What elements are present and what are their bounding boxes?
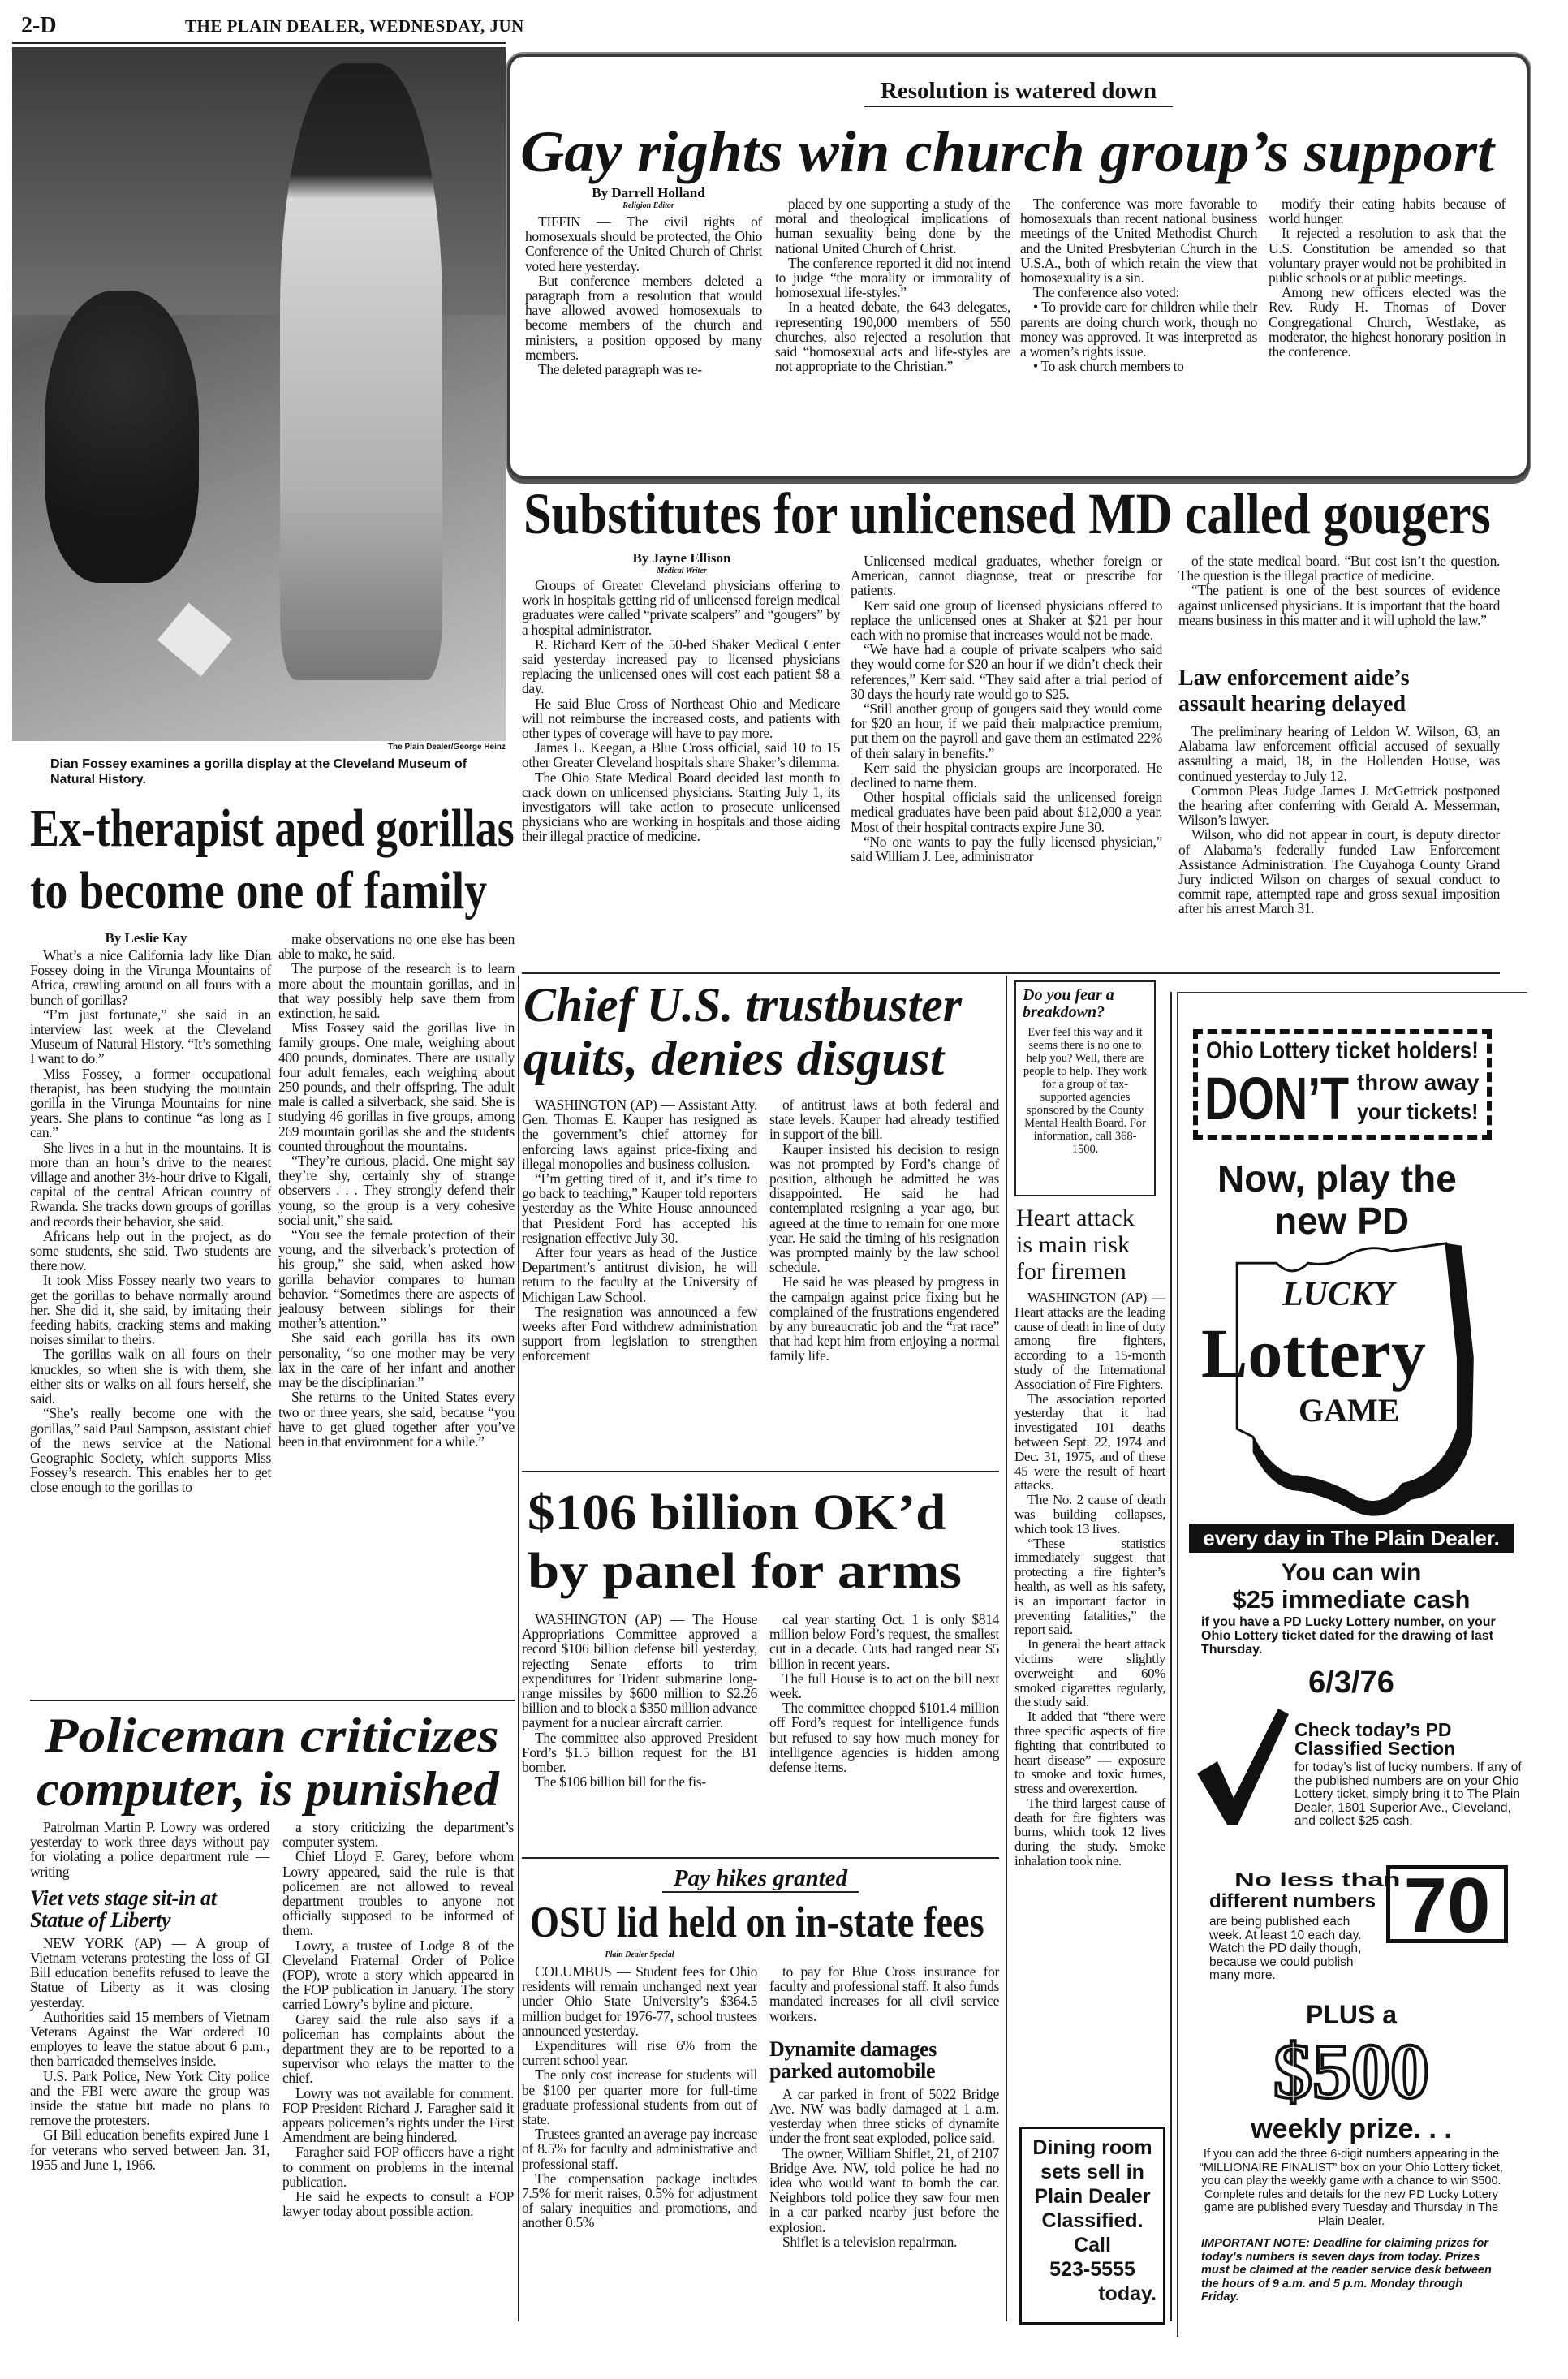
headline — [520, 119, 1494, 183]
headline-text: $106 billion OK’d — [528, 1485, 946, 1541]
paragraph: “We have had a couple of private scalpers who said they would come for $20 an hour if we didn’t check their references,” Kerr said. “They said after a trial period of 30 days the hourly rate would go to $25. — [851, 641, 1162, 702]
paragraph: “I’m getting tired of it, and it’s time to go back to teaching,” Kauper told reporters yesterday as the White House announced that President Ford has accepted his resignation effective July 30. — [522, 1170, 757, 1246]
viet-vets-body — [30, 1936, 269, 2172]
paragraph: Wilson, who did not appear in court, is deputy director of Alabama’s federally funded Law Enforcement Assistance Administration. The Cuyahoga County Grand Jury indicted Wilson on charges of sexual conduct to commit rape, attempted rape and gross sexual imposition after his arrest March 31. — [1178, 826, 1500, 917]
column-1 — [525, 214, 762, 377]
trustbuster-column-1 — [522, 1097, 757, 1364]
dont-text: DON’T — [1204, 1065, 1350, 1132]
paragraph: Faragher said FOP officers have a right to comment on problems in the internal publication. — [282, 2144, 514, 2190]
paragraph: Kerr said the physician groups are incorporated. He declined to name them. — [851, 759, 1162, 791]
divider — [522, 972, 1500, 974]
paragraph: to pay for Blue Cross insurance for faculty and professional staff. It also funds mandated increases for all civil service workers. — [769, 1963, 999, 2024]
column-4 — [1269, 196, 1506, 359]
osu-column-2 — [769, 1964, 999, 2249]
paragraph: Miss Fossey said the gorillas live in family groups. One male, weighing about 400 pounds, dominates. There are usually four adult females, each weighing about 250 pounds, and their offspring. The adult male is called a silverback, she said. She is studying 46 gorillas in five groups, among 269 mountain gorillas she and the students counted throughout the mountains. — [278, 1019, 515, 1154]
law-enforcement-body — [1178, 724, 1500, 916]
ad-line: Call — [1074, 2234, 1111, 2256]
paragraph: “Still another group of gougers said they would come for $20 an hour, if we paid their malpractice premium, put them on the payroll and gave them an estimated 22% of their salary in benefits.” — [851, 700, 1162, 761]
gay-rights-article — [507, 54, 1530, 479]
important-note — [1201, 2237, 1493, 2304]
gorilla-photo — [12, 47, 506, 741]
divider — [522, 1857, 999, 1859]
paragraph: GI Bill education benefits expired June 1 for veterans who served between Jan. 31, 1955 and June 1, 1966. — [30, 2127, 269, 2173]
woman-figure — [280, 63, 442, 680]
weekly-line: weekly prize. . . — [1251, 2114, 1452, 2144]
dont-wrap — [1204, 1067, 1349, 1131]
paragraph: Africans help out in the project, as do some students, she said. Two students are there now. — [30, 1227, 271, 1274]
policeman-headline-1 — [45, 1709, 499, 1761]
paragraph: WASHINGTON (AP) — Assistant Atty. Gen. Thomas E. Kauper has resigned as the government’s chief attorney for enforcing laws against price-fixing and illegal monopolies and business collusion. — [522, 1097, 757, 1172]
paragraph: Lowry, a trustee of Lodge 8 of the Cleveland Fraternal Order of Police (FOP), wrote a story which appeared in the FOP publication in January. The story carried Lowry’s byline and picture. — [282, 1937, 514, 2013]
paragraph: Kerr said one group of licensed physicians offered to replace the unlicensed ones at Shaker at $21 per hour each with no promise that increases would not be made. — [851, 597, 1162, 644]
ad-line: Classified. — [1041, 2209, 1144, 2232]
headline-text: Policeman criticizes — [45, 1709, 499, 1762]
byline — [567, 187, 730, 213]
ad-line: Dining room — [1032, 2136, 1152, 2159]
column-rule — [1006, 976, 1007, 2321]
policeman-headline-2 — [37, 1763, 499, 1815]
paragraph: NEW YORK (AP) — A group of Vietnam veterans protesting the loss of GI Bill education benefits refused to leave the Statue of Liberty as it was closing yesterday. — [30, 1934, 269, 2011]
paragraph: Lowry was not available for comment. FOP President Richard J. Faragher said it appears policemen’s rights under the First Amendment are being hindered. — [282, 2084, 514, 2146]
paragraph: He said he was pleased by progress in the campaign against price fixing but he complained of the frustrations engendered by any bureaucratic job and the “rat race” that had kept him from enjoying a normal family life. — [769, 1274, 999, 1364]
paragraph: Miss Fossey, a former occupational therapist, has been studying the mountain gorilla in the Virunga Mountains for nine years. She plans to continue “as long as I can.” — [30, 1065, 271, 1141]
gorillas-column-2 — [278, 932, 515, 1449]
paragraph: It added that “there were three specific aspects of fire fighting that contributed to heart disease” — exposure to smoke and toxic fumes, stress and overexertion. — [1014, 1709, 1165, 1797]
display-card — [157, 603, 232, 677]
paragraph: A car parked in front of 5022 Bridge Ave. NW was badly damaged at 1 a.m. yesterday when three sticks of dynamite under the front seat exploded, police said. — [769, 2085, 999, 2147]
paragraph: “I’m just fortunate,” she said in an interview last week at the Cleveland Museum of Natural History. “It’s something I want to do.” — [30, 1006, 271, 1067]
paragraph: modify their eating habits because of world hunger. — [1269, 196, 1506, 227]
kicker — [510, 78, 1527, 105]
paragraph: The $106 billion bill for the fis- — [535, 1773, 706, 1791]
paragraph: The third largest cause of death for fire fighters was burns, which took 12 lives during the study. Smoke inhalation took nine. — [1014, 1795, 1165, 1869]
banner-line: your tickets! — [1357, 1099, 1479, 1124]
banner-line: throw away — [1357, 1070, 1480, 1095]
no-less-line: different numbers — [1209, 1890, 1376, 1912]
paragraph: Kauper insisted his decision to resign was not prompted by Ford’s change of position, although he admitted he was disappointed. He said he had contemplated resigning a year ago, but agreed at the time to remain for one more year. He said the timing of his resignation was prompted mainly by the law school schedule. — [769, 1140, 999, 1276]
paragraph: Chief Lloyd F. Garey, before whom Lowry appeared, said the rule is that policemen are not allowed to reveal department troubles to anyone not officially supposed to be informed of them. — [282, 1848, 514, 1939]
osu-column-1 — [522, 1964, 757, 2230]
logo-lucky: LUCKY — [1282, 1276, 1394, 1313]
now-play-line: Now, play the — [1217, 1157, 1457, 1200]
paragraph: The conference was more favorable to homosexuals than recent national business meetings of the United Methodist Church and the United Presbyterian Church in the U.S.A., both of which retain the view that homosexuality is a sin. — [1020, 196, 1257, 287]
paragraph: “You see the female protection of their young, and the silverback’s protection of his group,” she said, when asked how gorilla behavior compares to human behavior. “Sometimes there are aspects of jealousy between siblings for their mother’s attention.” — [278, 1226, 515, 1332]
paragraph: U.S. Park Police, New York City police and the FBI were aware the group was inside the statue but made no plans to remove the protesters. — [30, 2067, 269, 2129]
headline-text: by panel for arms — [528, 1544, 963, 1599]
law-enforcement-headline: Law enforcement aide’s assault hearing delayed — [1178, 666, 1410, 717]
policeman-lead — [30, 1820, 269, 1879]
banner-line-wrap — [1357, 1070, 1479, 1096]
dining-room-ad — [1019, 2127, 1165, 2325]
draw-date: 6/3/76 — [1308, 1666, 1394, 1700]
column-rule — [518, 976, 519, 2321]
osu-kicker — [522, 1865, 999, 1892]
heart-attack-headline — [1016, 1205, 1166, 1285]
page-number: 2-D — [21, 13, 57, 38]
substitutes-column-3 — [1178, 554, 1500, 627]
gorillas-headline-2 — [30, 862, 487, 920]
paragraph: TIFFIN — The civil rights of homosexuals should be protected, the Ohio Conference of the United Church of Christ voted here yesterday. — [525, 213, 762, 274]
defense-headline-1 — [528, 1485, 946, 1541]
paragraph: COLUMBUS — Student fees for Ohio residents will remain unchanged next year under Ohio State University’s $364.5 million budget for 1976-77, school trustees announced yesterday. — [522, 1963, 757, 2039]
headline-text: to become one of family — [30, 861, 488, 920]
dont-throw-box — [1193, 1029, 1492, 1140]
headline-text: Chief U.S. trustbuster — [523, 978, 963, 1032]
paragraph: The committee also approved President Ford’s $1.5 billion request for the B1 bomber. — [522, 1729, 757, 1776]
gorillas-byline: By Leslie Kay — [105, 930, 187, 946]
paragraph: “She’s really become one with the gorillas,” said Paul Sampson, assistant chief of the news service at the National Geographic Society, which supports Miss Fossey’s research. This enables her to get close enough to the gorillas to — [30, 1405, 271, 1496]
osu-credit: Plain Dealer Special — [605, 1950, 674, 1959]
headline-line: for firemen — [1016, 1258, 1126, 1285]
logo-lottery: Lottery — [1201, 1314, 1426, 1392]
checkmark-icon — [1193, 1705, 1290, 1826]
defense-column-1 — [522, 1612, 757, 1789]
paragraph: WASHINGTON (AP) — The House Appropriations Committee approved a record $106 billion defense bill yesterday, rejecting Senate efforts to trim expenditures for Trident submarine long-range missiles by $600 million to $2.26 billion and to block a $350 million advance payment for a nuclear aircraft carrier. — [522, 1611, 757, 1731]
gorillas-column-1 — [30, 948, 271, 1495]
paragraph: • To provide care for children while their parents are doing church work, though no money was approved. It was interpreted as a women’s rights issue. — [1020, 299, 1257, 360]
breakdown-text: Ever feel this way and it seems there is no one to help you? Well, there are people to help. They work for a group of tax-supported agencies sponsored by the County Mental Health Board. For information, call 368-1500. — [1023, 1026, 1148, 1156]
paragraph: Groups of Greater Cleveland physicians offering to work in hospitals getting rid of unlicensed foreign medical graduates were called “private scalpers” and “gougers” by a hospital administrator. — [522, 577, 840, 638]
no-less-line: No less than — [1234, 1869, 1401, 1891]
trustbuster-headline-2 — [523, 1032, 944, 1084]
headline-text: OSU lid held on in-state fees — [530, 1898, 984, 1946]
plus-line: PLUS a — [1305, 2000, 1398, 2029]
dynamite-headline: Dynamite damages parked automobile — [769, 2036, 937, 2083]
kicker-text: Pay hikes granted — [662, 1865, 859, 1893]
paragraph: He said he expects to consult a FOP lawyer today about possible action. — [282, 2188, 514, 2220]
headline-text: Gay rights win church group’s support — [520, 119, 1494, 184]
paragraph: The deleted paragraph was re- — [538, 361, 702, 378]
note-text: Deadline for claiming prizes for today’s numbers is seven days from today. Prizes must be claimed at the reader service desk between the hours of 9 a.m. and 5 p.m. Monday through Friday. — [1201, 2237, 1492, 2304]
paragraph: The purpose of the research is to learn more about the mountain gorillas, and in that way possibly help save them from extinction, he said. — [278, 960, 515, 1022]
paragraph: “These statistics immediately suggest that protecting a fire fighter’s health, as well as his safety, is an important factor in preventing fatalities,” the report said. — [1014, 1535, 1165, 1638]
paragraph: It rejected a resolution to ask that the U.S. Constitution be amended so that voluntary prayer would not be prohibited in public schools or at public meetings. — [1269, 225, 1506, 287]
paragraph: The compensation package includes 7.5% for merit raises, 0.5% for adjustment of salary inequities and promotions, and another 0.5% — [522, 2170, 757, 2231]
paragraph: • To ask church members to — [1033, 358, 1184, 375]
paragraph: The preliminary hearing of Leldon W. Wilson, 63, an Alabama law enforcement official accused of sexually assaulting a maid, 18, in the Hollenden House, was continued yesterday to July 12. — [1178, 723, 1500, 784]
paragraph: Garey said the rule also says if a policeman has complaints about the department they are to be reported to a supervisor who relays the matter to the chief. — [282, 2011, 514, 2087]
paragraph: In a heated debate, the 643 delegates, representing 190,000 members of 550 churches, also rejected a resolution that said “homosexual acts and life-styles are not appropriate to the Christian.” — [775, 299, 1010, 375]
paragraph: He said Blue Cross of Northeast Ohio and Medicare will not reimburse the increased costs, and patients with other types of coverage will have to pay more. — [522, 695, 840, 742]
paragraph: “The patient is one of the best sources of evidence against unlicensed physicians. It is important that the board means business in this matter and it will uphold the law.” — [1178, 582, 1500, 628]
substitutes-byline — [592, 552, 771, 578]
paragraph: of the state medical board. “But cost isn’t the question. The question is the illegal practice of medicine. — [1178, 553, 1500, 584]
paragraph: After four years as head of the Justice Department’s antitrust division, he will return to the faculty at the University of Michigan Law School. — [522, 1244, 757, 1305]
paragraph: The No. 2 cause of death was building collapses, which took 13 lives. — [1014, 1492, 1165, 1536]
ad-line: sets sell in — [1040, 2161, 1144, 2183]
paragraph: of antitrust laws at both federal and state levels. Kauper had already testified in support of the bill. — [769, 1097, 999, 1143]
paragraph: The gorillas walk on all fours on their knuckles, so when she is with them, she either sits or walks on all fours herself, she said. — [30, 1346, 271, 1407]
paragraph: “No one wants to pay the fully licensed physician,” said William J. Lee, administrator — [851, 833, 1162, 865]
substitutes-headline — [523, 481, 1491, 549]
paragraph: Unlicensed medical graduates, whether foreign or American, cannot diagnose, treat or prescribe for patients. — [851, 553, 1162, 599]
paragraph: The resignation was announced a few weeks after Ford withdrew administration support from legislation to strengthen enforcement — [522, 1303, 757, 1364]
paragraph: She lives in a hut in the mountains. It is more than an hour’s drive to the nearest village and another 3½-hour drive to Kigali, capital of the central African country of Rwanda. She tracks down groups of gorillas and records their behavior, she said. — [30, 1139, 271, 1230]
trustbuster-headline-1 — [523, 979, 962, 1031]
banner-line-wrap — [1206, 1037, 1479, 1065]
paragraph: “They’re curious, placid. One might say they’re shy, certainly shy of strange observers . . . They strongly defend their young, so the group is a very cohesive social unit,” she said. — [278, 1153, 515, 1228]
gorilla-figure — [45, 291, 199, 583]
banner-line: Ohio Lottery ticket holders! — [1206, 1037, 1479, 1064]
divider — [30, 1700, 515, 1701]
paragraph: The full House is to act on the bill next week. — [769, 1670, 999, 1702]
paragraph: cal year starting Oct. 1 is only $814 million below Ford’s request, the smallest cut in a decade. Cuts had ranged near $5 billion in recent years. — [769, 1611, 999, 1672]
photo-caption: Dian Fossey examines a gorilla display at the Cleveland Museum of Natural History. — [50, 757, 467, 787]
paragraph: In general the heart attack victims were slightly overweight and 60% smoked cigarettes regularly, the study said. — [1014, 1636, 1165, 1710]
breakdown-title: Do you fear a breakdown? — [1023, 986, 1114, 1021]
headline-line: is main risk — [1016, 1231, 1130, 1258]
headline-line: Heart attack — [1016, 1205, 1135, 1231]
banner-line-wrap — [1357, 1099, 1479, 1125]
paragraph: Patrolman Martin P. Lowry was ordered yesterday to work three days without pay for violating a police department rule — writing — [30, 1819, 269, 1880]
paragraph: She said each gorilla has its own personality, “so one mother may be very lax in the care of her infant and another may be the disciplinarian.” — [278, 1330, 515, 1391]
win-text: if you have a PD Lucky Lottery number, on your Ohio Lottery ticket dated for the drawing of last Thursday. — [1201, 1615, 1496, 1657]
paragraph: Common Pleas Judge James J. McGettrick postponed the hearing after conferring with Gerald A. Messerman, Wilson’s lawyer. — [1178, 782, 1500, 829]
headline-text: quits, denies disgust — [523, 1032, 945, 1085]
column-3 — [1020, 196, 1257, 373]
paragraph: WASHINGTON (AP) — Heart attacks are the leading cause of death in line of duty among fire fighters, according to a 15-month study of the International Association of Fire Fighters. — [1014, 1290, 1165, 1392]
paragraph: Shiflet is a television repairman. — [782, 2233, 958, 2250]
win-line: $25 immediate cash — [1232, 1585, 1471, 1614]
check-title: Check today’s PD Classified Section — [1294, 1719, 1456, 1759]
headline-text: computer, is punished — [37, 1762, 499, 1816]
osu-continued — [769, 1964, 999, 2023]
ad-line: 523-5555 — [1049, 2258, 1135, 2281]
photo-credit: The Plain Dealer/George Heinz — [387, 743, 506, 752]
paragraph: The owner, William Shiflet, 21, of 2107 Bridge Ave. NW, told police he had no idea who would want to bomb the car. Neighbors told police they saw four men in a car parked nearby just before the explosion. — [769, 2144, 999, 2235]
breakdown-ad — [1014, 980, 1156, 1196]
defense-column-2 — [769, 1612, 999, 1774]
every-day-banner: every day in The Plain Dealer. — [1189, 1524, 1514, 1553]
lottery-ad — [1177, 992, 1534, 2339]
paragraph: The conference also voted: — [1033, 284, 1179, 301]
paragraph: Among new officers elected was the Rev. Rudy H. Thomas of Dover Congregational Church, Westlake, as moderator, the highest honorary position in the conference. — [1269, 284, 1506, 360]
paragraph: She returns to the United States every two or three years, she said, because “you have to get glued together after you’ve been in that environment for a while.” — [278, 1389, 515, 1450]
gorillas-headline-1 — [30, 799, 515, 858]
paragraph: Expenditures will rise 6% from the current school year. — [522, 2037, 757, 2069]
divider — [522, 1471, 999, 1472]
heart-attack-body — [1014, 1291, 1165, 1868]
kicker-text: Resolution is watered down — [864, 78, 1173, 107]
trustbuster-column-2 — [769, 1097, 999, 1364]
ad-line: today. — [1098, 2282, 1157, 2305]
paragraph: What’s a nice California lady like Dian Fossey doing in the Virunga Mountains of Africa, crawling around on all fours with a bunch of gorillas? — [30, 947, 271, 1008]
osu-headline — [530, 1898, 984, 1946]
paragraph: The association reported yesterday that it had investigated 101 deaths between Sept. 22, 1974 and Dec. 31, 1975, and of these 45 were the result of heart attacks. — [1014, 1390, 1165, 1493]
no-less-text: are being published each week. At least 10 each day. Watch the PD daily though, because we could publish many more. — [1209, 1915, 1362, 1982]
paragraph: placed by one supporting a study of the moral and theological implications of human sexuality being done by the national United Church of Christ. — [775, 196, 1010, 256]
policeman-column-1 — [30, 1820, 269, 2172]
paragraph: R. Richard Kerr of the 50-bed Shaker Medical Center said yesterday increased pay to licensed physicians replacing the unlicensed ones will cost each patient $8 a day. — [522, 636, 840, 697]
paragraph: James L. Keegan, a Blue Cross official, said 10 to 15 other Greater Cleveland hospitals share Shaker’s dilemma. — [522, 739, 840, 771]
byline-name: By Jayne Ellison — [632, 550, 731, 566]
byline-title: Religion Editor — [622, 201, 674, 210]
dynamite-body — [769, 2087, 999, 2249]
no-less-wrap — [1209, 1891, 1376, 1912]
paragraph: Authorities said 15 members of Vietnam Veterans Against the War ordered 10 employes to leave the statue about 6 p.m., then barricaded themselves inside. — [30, 2008, 269, 2070]
paragraph: It took Miss Fossey nearly two years to get the gorillas to behave normally around her. She did it, she said, by imitating their feeding habits, cracking stems and making noises similar to theirs. — [30, 1272, 271, 1348]
paragraph: But conference members deleted a paragraph from a resolution that would have allowed avowed homosexuals to become members of the church and ministers, a position opposed by many members. — [525, 272, 762, 363]
paragraph: Other hospital officials said the unlicensed foreign medical graduates have been paid about $12,000 a year. Most of their hospital contracts expire June 30. — [851, 789, 1162, 835]
check-text: for today’s list of lucky numbers. If any of the published numbers are on your Ohio Lottery ticket, simply bring it to The Plain Dealer, 1801 Superior Ave., Cleveland, and collect $25 cash. — [1294, 1761, 1522, 1828]
ad-line: Plain Dealer — [1034, 2185, 1151, 2208]
paragraph: Trustees granted an average pay increase of 8.5% for faculty and administrative and professional staff. — [522, 2126, 757, 2172]
masthead-rule — [12, 42, 506, 44]
win-line: You can win — [1281, 1559, 1422, 1586]
byline-name: By Darrell Holland — [592, 185, 705, 200]
byline-title: Medical Writer — [657, 567, 707, 575]
now-play-line: new PD — [1274, 1200, 1410, 1242]
masthead-title: THE PLAIN DEALER, WEDNESDAY, JUN — [185, 16, 524, 36]
paragraph: The committee chopped $101.4 million off Ford’s request for intelligence funds but refused to say how much money for intelligence agencies is hidden among defense items. — [769, 1700, 999, 1776]
defense-headline-2 — [528, 1544, 962, 1599]
logo-game: GAME — [1299, 1392, 1400, 1429]
viet-vets-headline: Viet vets stage sit-in at Statue of Liberty — [30, 1886, 217, 1932]
no-less-wrap — [1209, 1869, 1401, 1891]
policeman-column-2 — [282, 1820, 514, 2218]
substitutes-column-2 — [851, 554, 1162, 864]
note-label: IMPORTANT NOTE: — [1201, 2237, 1310, 2250]
paragraph: The conference reported it did not intend to judge “the morality or immorality of homosexual life-styles.” — [775, 254, 1010, 301]
headline-text: Ex-therapist aped gorillas — [30, 799, 515, 858]
column-2 — [775, 196, 1010, 373]
paragraph: The only cost increase for students will be $100 per quarter more for full-time graduate professional students from out of state. — [522, 2067, 757, 2128]
big-number-70: 70 — [1386, 1865, 1508, 1943]
column-rule — [1170, 992, 1172, 2321]
substitutes-column-1 — [522, 578, 840, 844]
paragraph: The Ohio State Medical Board decided last month to crack down on unlicensed physicians. Starting July 1, its investigators will take action to prosecute unlicensed physicians who are working in hospitals and those aiding their illegal practice of medicine. — [522, 769, 840, 845]
paragraph: make observations no one else has been able to make, he said. — [278, 931, 515, 963]
paragraph: a story criticizing the department’s computer system. — [282, 1819, 514, 1851]
weekly-text: If you can add the three 6-digit numbers appearing in the “MILLIONAIRE FINALIST” box on your Ohio Lottery ticket, you can play the weekly game with a chance to win $500. Complete rules and details for the new PD Lucky Lottery game are published every Tuesday and Thursday in The Plain Dealer. — [1200, 2148, 1503, 2228]
prize-amount: $500 — [1273, 2028, 1429, 2114]
headline-text: Substitutes for unlicensed MD called gougers — [523, 481, 1491, 546]
